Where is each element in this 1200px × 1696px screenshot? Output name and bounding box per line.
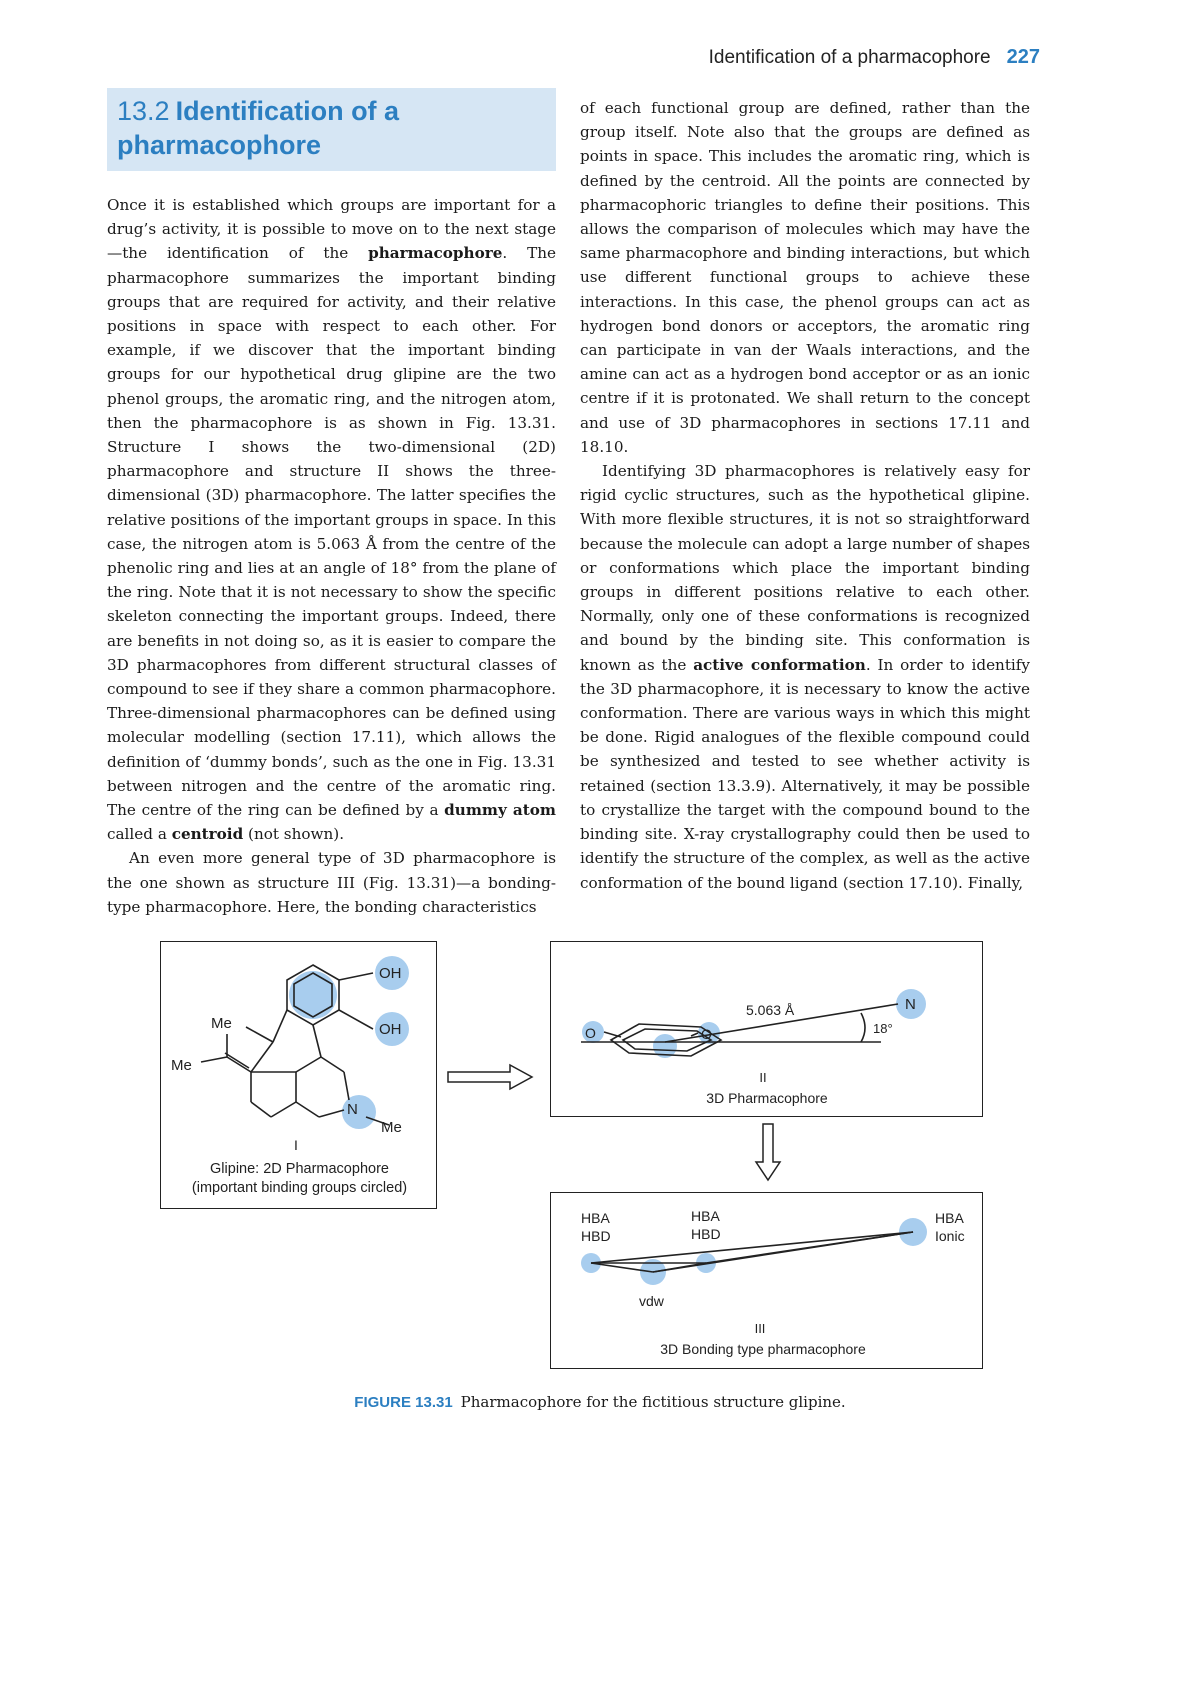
page-number: 227 xyxy=(1006,46,1040,68)
label-angle: 18° xyxy=(873,1021,893,1036)
label-ionic: Ionic xyxy=(935,1228,965,1244)
term-active-conformation: active conformation xyxy=(693,655,866,674)
label-mid-hba: HBA xyxy=(691,1208,720,1224)
panel-1-caption-line2: (important binding groups circled) xyxy=(191,1180,408,1196)
text-run: Identifying 3D pharmacophores is relatively easy for rigid cyclic structures, such as the hypothetical glipine. With more flexible structures, it is not so straightforward because the molecule can adopt a large number of shapes or conformations which place the important binding groups in different positions relative to each other. Normally, only one of these conformations is recognized and bound by the binding site. This conformation is known as the xyxy=(580,462,1030,674)
term-centroid: centroid xyxy=(171,825,244,844)
label-vdw: vdw xyxy=(639,1293,664,1309)
figure-panel-structure-1 xyxy=(160,941,437,1209)
text-run: (not shown). xyxy=(243,825,345,844)
text-run: called a xyxy=(107,825,172,844)
panel-1-caption xyxy=(161,1160,438,1198)
section-heading-box xyxy=(107,88,556,171)
label-left-hbd: HBD xyxy=(581,1228,611,1244)
section-title xyxy=(117,94,546,162)
right-paragraph-1: of each functional group are defined, rather than the group itself. Note also that the groups are defined as points in space. This includes the aromatic ring, which is defined by the centroid. All the points are connected by pharmacophoric triangles to define their positions. This allows the comparison of molecules which may have the same pharmacophore and binding interactions, but which use different functional groups to achieve these interactions. In this case, the phenol groups can act as hydrogen bond donors or acceptors, the aromatic ring can participate in van der Waals interactions, and the amine can act as a hydrogen bond acceptor or as an ionic centre if it is protonated. We shall return to the concept and use of 3D pharmacophores in sections 17.11 and 18.10. xyxy=(580,99,1030,456)
figure-label: FIGURE 13.31 xyxy=(354,1394,453,1411)
label-me-left: Me xyxy=(171,1057,192,1074)
panel-1-caption-line1: Glipine: 2D Pharmacophore xyxy=(210,1161,389,1177)
down-arrow-icon xyxy=(753,1122,783,1184)
figure-caption-text: Pharmacophore for the fictitious structure glipine. xyxy=(460,1393,846,1411)
structure-numeral-1: I xyxy=(294,1137,298,1153)
section-number: 13.2 xyxy=(117,96,170,126)
right-column xyxy=(580,96,1030,895)
label-n: N xyxy=(905,996,916,1013)
term-dummy-atom: dummy atom xyxy=(444,801,556,820)
text-run: Once it is established which groups are important for a drug’s activity, it is possible to move on to the next stage—the identification of the xyxy=(107,196,556,263)
section-title-line1: Identification of a xyxy=(175,96,400,126)
pharmacophoric-triangles xyxy=(591,1232,913,1272)
term-pharmacophore: pharmacophore xyxy=(368,244,503,263)
right-arrow-icon xyxy=(446,1062,536,1092)
label-mid-hbd: HBD xyxy=(691,1226,721,1242)
right-paragraph-2 xyxy=(580,459,1030,895)
running-head xyxy=(709,46,1040,69)
label-me-top: Me xyxy=(211,1015,232,1032)
highlight-aromatic-ring xyxy=(289,971,337,1019)
figure-panel-3d-pharmacophore xyxy=(550,941,983,1117)
structure-numeral-2: II xyxy=(759,1070,767,1085)
section-title-line2: pharmacophore xyxy=(117,130,322,160)
label-oh-bottom: OH xyxy=(379,1021,402,1038)
label-right-hba: HBA xyxy=(935,1210,964,1226)
label-o-left: O xyxy=(585,1025,596,1041)
label-oh-top: OH xyxy=(379,965,402,982)
left-paragraph-1 xyxy=(107,193,556,846)
ring-plane-drawing xyxy=(581,1004,898,1056)
figure-caption xyxy=(0,1393,1200,1411)
text-run: . In order to identify the 3D pharmacophore, it is necessary to know the active conformation. There are various ways in which this might be done. Rigid analogues of the flexible compound could be synthesized and tested to see whether activity is retained (section 13.3.9). Alternatively, it may be possible to crystallize the target with the compound bound to the binding site. X-ray crystallography could then be used to identify the structure of the complex, as well as the active conformation of the bound ligand (section 17.10). Finally, xyxy=(580,655,1030,892)
panel-2-caption: 3D Pharmacophore xyxy=(706,1090,828,1106)
label-left-hba: HBA xyxy=(581,1210,610,1226)
bonding-pharmacophore-diagram xyxy=(551,1193,984,1370)
running-title: Identification of a pharmacophore xyxy=(708,47,991,68)
left-paragraph-2: An even more general type of 3D pharmacophore is the one shown as structure III (Fig. 13.31)—a bonding-type pharmacophore. Here, the bonding characteristics xyxy=(107,849,556,916)
label-distance: 5.063 Å xyxy=(746,1002,795,1018)
label-o-right: O xyxy=(701,1026,712,1042)
structure-numeral-3: III xyxy=(754,1321,766,1336)
3d-pharmacophore-diagram xyxy=(551,942,984,1118)
panel-3-caption: 3D Bonding type pharmacophore xyxy=(660,1341,866,1357)
left-column xyxy=(107,193,556,919)
figure-panel-bonding-pharmacophore xyxy=(550,1192,983,1369)
text-run: . The pharmacophore summarizes the important binding groups that are required for activity, and their relative positions in space with respect to each other. For example, if we discover that the important binding groups for our hypothetical drug glipine are the two phenol groups, the aromatic ring, and the nitrogen atom, then the pharmacophore is as shown in Fig. 13.31. Structure I shows the two-dimensional (2D) pharmacophore and structure II shows the three-dimensional (3D) pharmacophore. The latter specifies the relative positions of the important groups in space. In this case, the nitrogen atom is 5.063 Å from the centre of the phenolic ring and lies at an angle of 18° from the plane of the ring. Note that it is not necessary to show the specific skeleton connecting the important groups. Indeed, there are benefits in not doing so, as it is easier to compare the 3D pharmacophores from different structural classes of compound to see if they share a common pharmacophore. Three-dimensional pharmacophores can be defined using molecular modelling (section 17.11), which allows the definition of ‘dummy bonds’, such as the one in Fig. 13.31 between nitrogen and the centre of the aromatic ring. The centre of the ring can be defined by a xyxy=(107,244,556,820)
label-n-methyl: Me xyxy=(381,1119,402,1136)
label-nitrogen: N xyxy=(347,1101,358,1118)
